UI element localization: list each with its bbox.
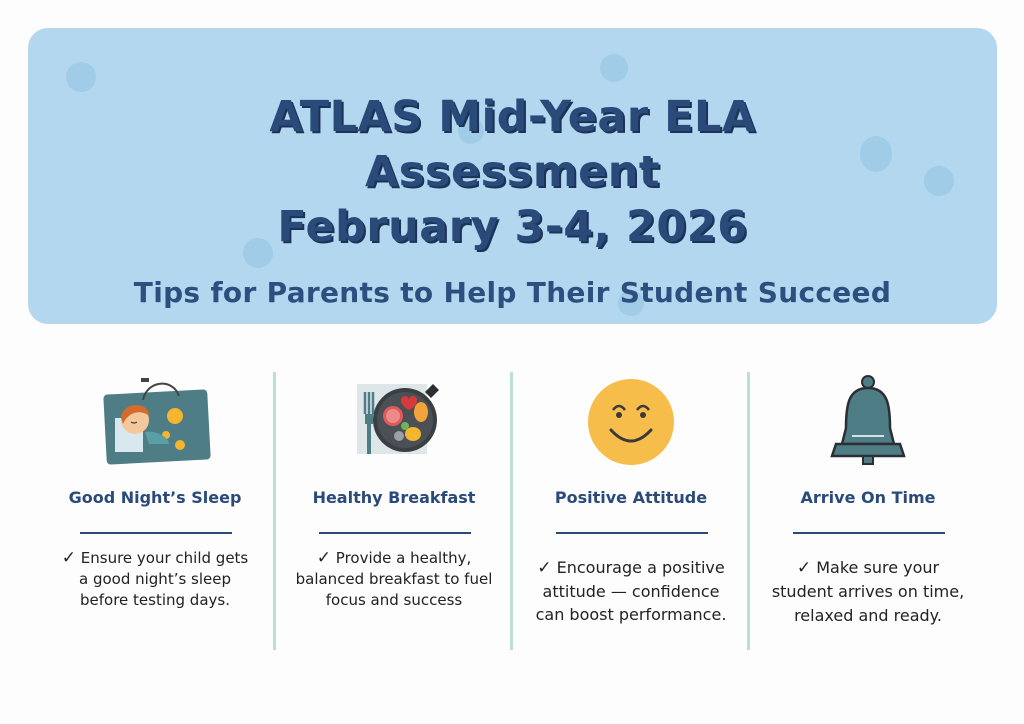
- tip-card-sleep: [37, 360, 273, 660]
- tip-card-breakfast: [276, 360, 512, 660]
- smiley-face-icon: [581, 372, 681, 472]
- tip-title: Healthy Breakfast: [312, 488, 476, 507]
- tip-text: ✓ Encourage a positive attitude — confidence can boost performance.: [535, 558, 727, 624]
- tip-text: ✓ Make sure your student arrives on time, relaxed and ready.: [771, 558, 965, 625]
- title-underline: [556, 532, 708, 534]
- title-line: February 3-4, 2026: [277, 202, 748, 252]
- title-underline: [80, 532, 232, 534]
- tip-text: ✓ Provide a healthy, balanced breakfast to fuel focus and success: [295, 548, 493, 609]
- title-line: Assessment: [365, 147, 660, 197]
- tip-title: Positive Attitude: [554, 488, 708, 507]
- page-subtitle: Tips for Parents to Help Their Student Succeed: [133, 276, 892, 309]
- tip-card-arrive: [750, 360, 986, 660]
- title-line: ATLAS Mid-Year ELA: [269, 92, 756, 142]
- decorative-dot: [66, 62, 96, 92]
- bell-icon: [818, 372, 918, 472]
- check-icon: ✓: [537, 558, 552, 578]
- title-underline: [793, 532, 945, 534]
- breakfast-plate-icon: [339, 372, 449, 462]
- sleeping-child-icon: [95, 372, 215, 467]
- tip-title: Arrive On Time: [800, 488, 936, 507]
- tip-title: Good Night’s Sleep: [68, 488, 242, 507]
- tip-card-attitude: [513, 360, 749, 660]
- check-icon: ✓: [796, 558, 812, 578]
- decorative-dot: [600, 54, 628, 82]
- header-banner: [28, 28, 997, 324]
- page-title: [28, 90, 997, 255]
- tip-text: ✓ Ensure your child gets a good night’s sleep before testing days.: [61, 548, 249, 609]
- check-icon: ✓: [316, 548, 331, 568]
- check-icon: ✓: [61, 548, 76, 568]
- title-underline: [319, 532, 471, 534]
